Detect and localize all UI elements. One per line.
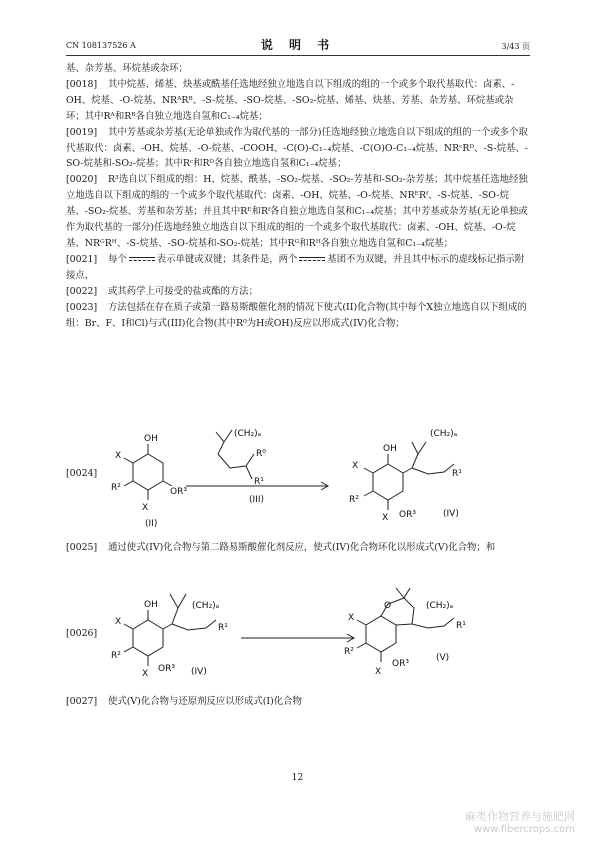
para-text: R³选自以下组成的组：H、烷基、酰基、-SO₂-烷基、-SO₂-芳基和-SO₂-杂芳基；其中烷基任选地经独立地选自以下组成的组的一个或多个取代基取代：卤素、-OH、烷基、-O-烷基、NRᴱRᶠ、-S-烷基、-SO-烷基、-SO₂-烷基、芳基和杂芳基；并且其中Rᴱ和Rᶠ各自独立地选自氢和C₁₋₄烷基；其中芳基或杂芳基(无论单独或作为取代基的一部分)任选地经独立地选自以下组成的组的一个或多个取代基取代：卤素、-OH、烷基、-O-烷基、NRᴳRᴴ、-S-烷基、-SO-烷基和-SO₂-烷基；其中Rᴳ和Rᴴ各自独立地选自氢和C₁₋₄烷基； (66, 174, 528, 249)
label-ch2a: (CH₂)ₐ (430, 429, 458, 439)
label-r1: R¹ (452, 469, 462, 479)
reaction-scheme-0024 (66, 424, 530, 544)
label-o: O (384, 601, 392, 611)
para-text: 通过使式(IV)化合物与第二路易斯酸催化剂反应，使式(IV)化合物环化以形成式(V)化合物；和 (108, 542, 496, 553)
label-r0: R⁰ (256, 449, 266, 459)
para-tag: [0019] (66, 126, 98, 138)
document-body-2 (66, 540, 530, 556)
para-text: 方法包括在存在质子或第一路易斯酸催化剂的情况下使式(II)化合物(其中每个X独立地选自以下组成的组：Br、F、I和Cl)与式(III)化合物(其中R⁰为H或OH)反应以形成式(IV)化合物； (66, 301, 527, 329)
label-ch2a: (CH₂)ₐ (192, 601, 220, 611)
para-text: 其中烷基、烯基、炔基或酰基任选地经独立地选自以下组成的组的一个或多个取代基取代：卤素、-OH、烷基、-O-烷基、NRᴬRᴮ、-S-烷基、-SO-烷基、-SO₂-烷基、烯基、炔基、芳基、杂芳基、环烷基或杂环；其中Rᴬ和Rᴮ各自独立地选自氢和C₁₋₄烷基； (66, 78, 515, 122)
label-or3: OR³ (399, 510, 416, 520)
label-r2: R² (111, 651, 121, 661)
compound-label-III: (III) (249, 495, 264, 505)
compound-label-IV: (IV) (443, 509, 459, 519)
compound-label-V: (V) (436, 653, 450, 663)
para-tag: [0024] (66, 468, 98, 479)
page-number: 12 (291, 773, 304, 783)
label-r2: R² (349, 495, 359, 505)
label-x: X (348, 613, 355, 623)
paragraph-0027 (66, 694, 530, 710)
label-oh: OH (144, 600, 158, 610)
label-or3: OR³ (170, 487, 187, 497)
paragraph-0018 (66, 77, 530, 125)
document-body (66, 61, 530, 331)
benzene-ring-V (366, 616, 396, 652)
doc-number: CN 108137526 A (66, 41, 136, 50)
label-ch2a: (CH₂)ₐ (234, 429, 262, 439)
para-tag: [0022] (66, 285, 98, 297)
para-tag: [0023] (66, 301, 98, 313)
dashed-bond-symbol (299, 257, 325, 261)
label-oh: OH (144, 434, 158, 444)
para-tag: [0027] (66, 696, 98, 707)
label-r1: R¹ (456, 621, 466, 631)
label-r2: R² (344, 647, 354, 657)
scheme1-svg (66, 424, 530, 544)
paragraph-0020 (66, 172, 530, 252)
compound-label-II: (II) (145, 519, 158, 529)
para-text: 或其药学上可接受的盐或酯的方法； (108, 285, 259, 297)
para-tag: [0018] (66, 78, 98, 90)
paragraph-0022 (66, 284, 530, 300)
para-tag: [0021] (66, 253, 98, 265)
para-tag: [0026] (66, 628, 98, 639)
label-x: X (115, 451, 122, 461)
reaction-scheme-0026 (66, 578, 530, 690)
watermark-url: www.fibercrops.com (473, 824, 575, 835)
para-text: 其中芳基或杂芳基(无论单独或作为取代基的一部分)任选地经独立地选自以下组成的组的一个或多个取代基取代：卤素、-OH、烷基、-O-烷基、-COOH、-C(O)-C₁₋₄烷基、-C(O)O-C₁₋₄烷基、NRᶜRᴰ、-S-烷基、-SO-烷基和-SO₂-烷基；其中Rᶜ和Rᴰ各自独立地选自氢和C₁₋₄烷基； (66, 126, 528, 170)
label-r2: R² (111, 483, 121, 493)
page-header (66, 36, 530, 52)
label-x: X (382, 513, 389, 523)
compound-label-IV: (IV) (191, 667, 207, 677)
watermark-cn: 麻类作物营养与施肥网 (465, 810, 575, 823)
label-r1: R¹ (218, 623, 228, 633)
label-x: X (375, 667, 382, 677)
paragraph-0021: [0021] 每个 表示单键或双键；其条件是，两个 基团不为双键，并且其中标示的虚线标记指示附接点， (66, 253, 525, 281)
paragraph-0025 (66, 540, 530, 556)
paragraph-0023 (66, 300, 530, 332)
page-title: 说 明 书 (260, 38, 336, 52)
label-x: X (142, 669, 149, 679)
label-ch2a: (CH₂)ₐ (426, 601, 454, 611)
para-tag: [0020] (66, 174, 98, 186)
label-or3: OR³ (392, 659, 409, 669)
label-oh: OH (383, 444, 397, 454)
label-x: X (115, 617, 122, 627)
benzene-ring-II (133, 454, 163, 490)
benzene-ring-IV (373, 464, 403, 500)
paragraph-continuation: 基、杂芳基、环烷基或杂环； (66, 63, 188, 74)
dashed-bond-symbol (129, 257, 155, 261)
label-x: X (142, 503, 149, 513)
label-r1: R¹ (254, 477, 264, 487)
page-info: 3/43 页 (501, 42, 530, 51)
para-tag: [0025] (66, 542, 98, 553)
document-body-3 (66, 694, 530, 710)
benzene-ring-IV (133, 620, 163, 656)
label-x: X (352, 461, 359, 471)
paragraph-0019 (66, 125, 530, 173)
label-or3: OR³ (158, 664, 175, 674)
scheme2-svg (66, 578, 530, 690)
header-rule (66, 55, 530, 56)
para-text: 使式(V)化合物与还原剂反应以形成式(I)化合物 (108, 696, 302, 707)
